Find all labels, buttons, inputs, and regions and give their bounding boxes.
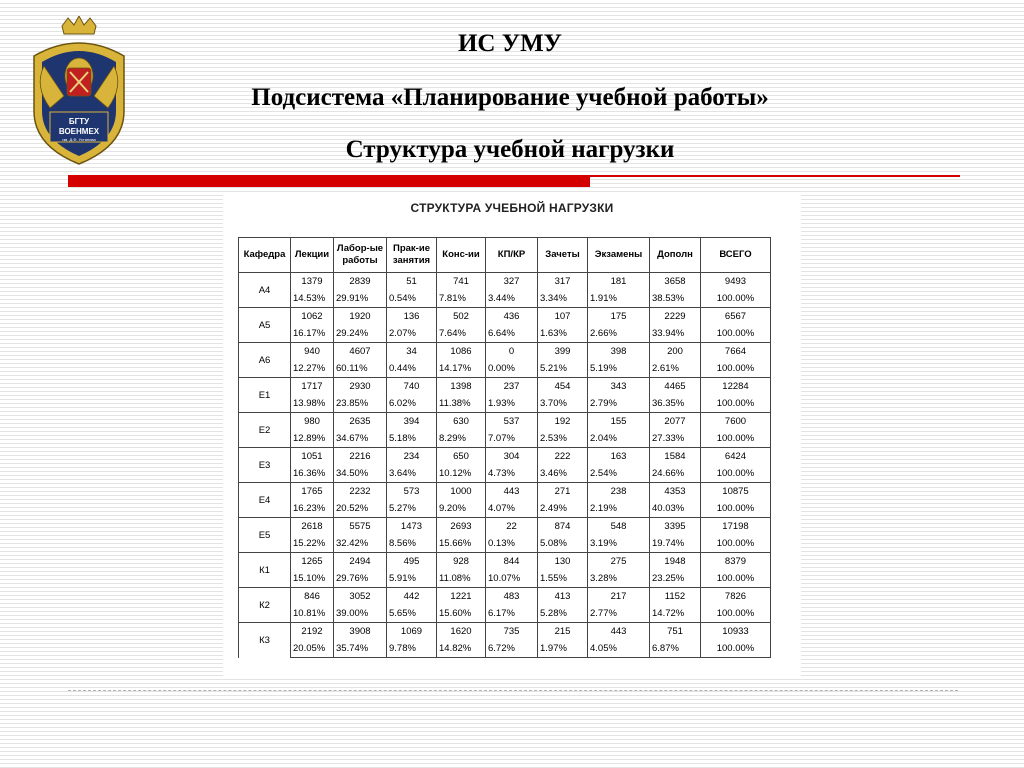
value-cell: 2077	[650, 413, 701, 431]
value-cell: 413	[538, 588, 588, 606]
value-cell: 2930	[334, 378, 387, 396]
value-cell: 34	[387, 343, 437, 361]
percent-cell: 9.78%	[387, 640, 437, 658]
table-row-values	[239, 378, 771, 396]
percent-cell: 29.91%	[334, 290, 387, 308]
value-cell: 107	[538, 308, 588, 326]
value-cell: 740	[387, 378, 437, 396]
percent-cell: 2.19%	[588, 500, 650, 518]
percent-cell: 100.00%	[701, 360, 771, 378]
table-row-percents	[239, 605, 771, 623]
percent-cell: 7.64%	[437, 325, 486, 343]
percent-cell: 10.07%	[486, 570, 538, 588]
percent-cell: 38.53%	[650, 290, 701, 308]
value-cell: 2216	[334, 448, 387, 466]
table-row-values	[239, 343, 771, 361]
value-cell: 4607	[334, 343, 387, 361]
value-cell: 130	[538, 553, 588, 571]
value-cell: 751	[650, 623, 701, 641]
table-row-values	[239, 588, 771, 606]
value-cell: 443	[486, 483, 538, 501]
department-cell: К1	[239, 553, 291, 588]
percent-cell: 8.29%	[437, 430, 486, 448]
column-header: ВСЕГО	[701, 238, 771, 273]
table-row-percents	[239, 290, 771, 308]
value-cell: 3052	[334, 588, 387, 606]
percent-cell: 12.27%	[291, 360, 334, 378]
value-cell: 573	[387, 483, 437, 501]
percent-cell: 100.00%	[701, 325, 771, 343]
percent-cell: 23.25%	[650, 570, 701, 588]
percent-cell: 100.00%	[701, 605, 771, 623]
percent-cell: 36.35%	[650, 395, 701, 413]
value-cell: 1620	[437, 623, 486, 641]
value-cell: 735	[486, 623, 538, 641]
table-row-percents	[239, 570, 771, 588]
percent-cell: 6.72%	[486, 640, 538, 658]
value-cell: 2229	[650, 308, 701, 326]
percent-cell: 12.89%	[291, 430, 334, 448]
value-cell: 454	[538, 378, 588, 396]
percent-cell: 2.04%	[588, 430, 650, 448]
value-cell: 222	[538, 448, 588, 466]
value-cell: 10933	[701, 623, 771, 641]
value-cell: 3908	[334, 623, 387, 641]
value-cell: 7664	[701, 343, 771, 361]
value-cell: 398	[588, 343, 650, 361]
value-cell: 7826	[701, 588, 771, 606]
column-header: Зачеты	[538, 238, 588, 273]
value-cell: 844	[486, 553, 538, 571]
value-cell: 1379	[291, 273, 334, 291]
value-cell: 928	[437, 553, 486, 571]
value-cell: 200	[650, 343, 701, 361]
value-cell: 442	[387, 588, 437, 606]
percent-cell: 6.64%	[486, 325, 538, 343]
value-cell: 327	[486, 273, 538, 291]
load-structure-panel	[223, 193, 801, 676]
value-cell: 436	[486, 308, 538, 326]
column-header: Дополн	[650, 238, 701, 273]
value-cell: 234	[387, 448, 437, 466]
column-header: Лабор-ые работы	[334, 238, 387, 273]
department-cell: А4	[239, 273, 291, 308]
percent-cell: 15.10%	[291, 570, 334, 588]
percent-cell: 0.54%	[387, 290, 437, 308]
value-cell: 1069	[387, 623, 437, 641]
department-cell: К2	[239, 588, 291, 623]
percent-cell: 3.46%	[538, 465, 588, 483]
percent-cell: 2.49%	[538, 500, 588, 518]
value-cell: 1920	[334, 308, 387, 326]
percent-cell: 20.05%	[291, 640, 334, 658]
percent-cell: 2.66%	[588, 325, 650, 343]
value-cell: 1051	[291, 448, 334, 466]
percent-cell: 1.55%	[538, 570, 588, 588]
subsystem-title: Подсистема «Планирование учебной работы»	[251, 84, 769, 111]
percent-cell: 60.11%	[334, 360, 387, 378]
department-cell: А6	[239, 343, 291, 378]
value-cell: 12284	[701, 378, 771, 396]
percent-cell: 6.02%	[387, 395, 437, 413]
university-emblem-logo	[24, 16, 134, 168]
value-cell: 548	[588, 518, 650, 536]
value-cell: 175	[588, 308, 650, 326]
department-cell: А5	[239, 308, 291, 343]
department-cell: Е2	[239, 413, 291, 448]
value-cell: 6567	[701, 308, 771, 326]
percent-cell: 14.82%	[437, 640, 486, 658]
percent-cell: 4.07%	[486, 500, 538, 518]
table-row-percents	[239, 465, 771, 483]
table-row-values	[239, 308, 771, 326]
percent-cell: 14.17%	[437, 360, 486, 378]
percent-cell: 3.34%	[538, 290, 588, 308]
red-accent-bar	[68, 175, 590, 187]
value-cell: 940	[291, 343, 334, 361]
percent-cell: 15.66%	[437, 535, 486, 553]
value-cell: 4353	[650, 483, 701, 501]
percent-cell: 24.66%	[650, 465, 701, 483]
department-cell: К3	[239, 623, 291, 658]
percent-cell: 1.93%	[486, 395, 538, 413]
table-row-percents	[239, 395, 771, 413]
percent-cell: 33.94%	[650, 325, 701, 343]
value-cell: 217	[588, 588, 650, 606]
percent-cell: 0.44%	[387, 360, 437, 378]
column-header: КП/КР	[486, 238, 538, 273]
percent-cell: 11.38%	[437, 395, 486, 413]
percent-cell: 5.27%	[387, 500, 437, 518]
value-cell: 5575	[334, 518, 387, 536]
percent-cell: 4.73%	[486, 465, 538, 483]
value-cell: 9493	[701, 273, 771, 291]
percent-cell: 1.63%	[538, 325, 588, 343]
percent-cell: 1.91%	[588, 290, 650, 308]
value-cell: 8379	[701, 553, 771, 571]
percent-cell: 2.07%	[387, 325, 437, 343]
value-cell: 51	[387, 273, 437, 291]
percent-cell: 5.21%	[538, 360, 588, 378]
value-cell: 741	[437, 273, 486, 291]
percent-cell: 3.28%	[588, 570, 650, 588]
value-cell: 650	[437, 448, 486, 466]
percent-cell: 5.91%	[387, 570, 437, 588]
value-cell: 2232	[334, 483, 387, 501]
value-cell: 1265	[291, 553, 334, 571]
percent-cell: 5.08%	[538, 535, 588, 553]
logo-text-mid: ВОЕНМЕХ	[58, 127, 100, 136]
value-cell: 155	[588, 413, 650, 431]
value-cell: 1398	[437, 378, 486, 396]
percent-cell: 20.52%	[334, 500, 387, 518]
percent-cell: 14.72%	[650, 605, 701, 623]
percent-cell: 13.98%	[291, 395, 334, 413]
value-cell: 2635	[334, 413, 387, 431]
percent-cell: 2.61%	[650, 360, 701, 378]
table-row-percents	[239, 640, 771, 658]
value-cell: 304	[486, 448, 538, 466]
percent-cell: 100.00%	[701, 395, 771, 413]
value-cell: 1948	[650, 553, 701, 571]
value-cell: 4465	[650, 378, 701, 396]
table-row-values	[239, 413, 771, 431]
department-cell: Е3	[239, 448, 291, 483]
percent-cell: 9.20%	[437, 500, 486, 518]
percent-cell: 34.50%	[334, 465, 387, 483]
value-cell: 1152	[650, 588, 701, 606]
value-cell: 630	[437, 413, 486, 431]
percent-cell: 35.74%	[334, 640, 387, 658]
percent-cell: 7.81%	[437, 290, 486, 308]
percent-cell: 0.00%	[486, 360, 538, 378]
percent-cell: 100.00%	[701, 570, 771, 588]
value-cell: 215	[538, 623, 588, 641]
value-cell: 1584	[650, 448, 701, 466]
percent-cell: 6.17%	[486, 605, 538, 623]
value-cell: 846	[291, 588, 334, 606]
value-cell: 271	[538, 483, 588, 501]
value-cell: 6424	[701, 448, 771, 466]
percent-cell: 100.00%	[701, 640, 771, 658]
percent-cell: 34.67%	[334, 430, 387, 448]
table-row-percents	[239, 360, 771, 378]
table-row-percents	[239, 430, 771, 448]
page-title: Структура учебной нагрузки	[345, 136, 675, 163]
table-row-percents	[239, 325, 771, 343]
percent-cell: 100.00%	[701, 465, 771, 483]
value-cell: 10875	[701, 483, 771, 501]
percent-cell: 0.13%	[486, 535, 538, 553]
value-cell: 7600	[701, 413, 771, 431]
value-cell: 317	[538, 273, 588, 291]
value-cell: 1062	[291, 308, 334, 326]
table-row-percents	[239, 535, 771, 553]
value-cell: 2494	[334, 553, 387, 571]
column-header: Конс-ии	[437, 238, 486, 273]
percent-cell: 8.56%	[387, 535, 437, 553]
value-cell: 275	[588, 553, 650, 571]
percent-cell: 40.03%	[650, 500, 701, 518]
table-row-values	[239, 483, 771, 501]
column-header: Кафедра	[239, 238, 291, 273]
value-cell: 237	[486, 378, 538, 396]
percent-cell: 2.77%	[588, 605, 650, 623]
percent-cell: 100.00%	[701, 535, 771, 553]
value-cell: 2839	[334, 273, 387, 291]
department-cell: Е1	[239, 378, 291, 413]
table-title: СТРУКТУРА УЧЕБНОЙ НАГРУЗКИ	[410, 201, 614, 215]
system-title: ИС УМУ	[457, 30, 563, 57]
percent-cell: 6.87%	[650, 640, 701, 658]
percent-cell: 5.65%	[387, 605, 437, 623]
department-cell: Е4	[239, 483, 291, 518]
table-row-values	[239, 623, 771, 641]
value-cell: 3395	[650, 518, 701, 536]
value-cell: 1765	[291, 483, 334, 501]
percent-cell: 3.64%	[387, 465, 437, 483]
table-row-percents	[239, 500, 771, 518]
column-header: Лекции	[291, 238, 334, 273]
value-cell: 502	[437, 308, 486, 326]
value-cell: 3658	[650, 273, 701, 291]
table-row-values	[239, 518, 771, 536]
percent-cell: 7.07%	[486, 430, 538, 448]
percent-cell: 2.79%	[588, 395, 650, 413]
percent-cell: 2.54%	[588, 465, 650, 483]
table-row-values	[239, 448, 771, 466]
percent-cell: 3.70%	[538, 395, 588, 413]
value-cell: 2693	[437, 518, 486, 536]
value-cell: 1717	[291, 378, 334, 396]
value-cell: 537	[486, 413, 538, 431]
percent-cell: 3.44%	[486, 290, 538, 308]
value-cell: 17198	[701, 518, 771, 536]
value-cell: 394	[387, 413, 437, 431]
percent-cell: 29.24%	[334, 325, 387, 343]
percent-cell: 23.85%	[334, 395, 387, 413]
percent-cell: 15.22%	[291, 535, 334, 553]
percent-cell: 15.60%	[437, 605, 486, 623]
value-cell: 163	[588, 448, 650, 466]
value-cell: 1473	[387, 518, 437, 536]
value-cell: 136	[387, 308, 437, 326]
value-cell: 1086	[437, 343, 486, 361]
value-cell: 1000	[437, 483, 486, 501]
value-cell: 399	[538, 343, 588, 361]
table-row-values	[239, 553, 771, 571]
percent-cell: 16.36%	[291, 465, 334, 483]
value-cell: 483	[486, 588, 538, 606]
value-cell: 181	[588, 273, 650, 291]
department-cell: Е5	[239, 518, 291, 553]
percent-cell: 4.05%	[588, 640, 650, 658]
percent-cell: 29.76%	[334, 570, 387, 588]
percent-cell: 19.74%	[650, 535, 701, 553]
table-header-row	[239, 238, 771, 273]
percent-cell: 3.19%	[588, 535, 650, 553]
value-cell: 238	[588, 483, 650, 501]
percent-cell: 100.00%	[701, 500, 771, 518]
load-structure-table	[238, 237, 771, 658]
value-cell: 2618	[291, 518, 334, 536]
percent-cell: 10.81%	[291, 605, 334, 623]
value-cell: 495	[387, 553, 437, 571]
value-cell: 874	[538, 518, 588, 536]
footer-divider	[68, 690, 958, 692]
percent-cell: 5.28%	[538, 605, 588, 623]
percent-cell: 16.17%	[291, 325, 334, 343]
percent-cell: 27.33%	[650, 430, 701, 448]
logo-text-top: БГТУ	[68, 117, 90, 126]
percent-cell: 16.23%	[291, 500, 334, 518]
percent-cell: 32.42%	[334, 535, 387, 553]
value-cell: 443	[588, 623, 650, 641]
percent-cell: 14.53%	[291, 290, 334, 308]
table-body	[239, 273, 771, 658]
percent-cell: 5.19%	[588, 360, 650, 378]
value-cell: 2192	[291, 623, 334, 641]
red-accent-line	[590, 175, 960, 177]
percent-cell: 100.00%	[701, 290, 771, 308]
value-cell: 192	[538, 413, 588, 431]
percent-cell: 1.97%	[538, 640, 588, 658]
percent-cell: 2.53%	[538, 430, 588, 448]
percent-cell: 100.00%	[701, 430, 771, 448]
percent-cell: 39.00%	[334, 605, 387, 623]
value-cell: 343	[588, 378, 650, 396]
value-cell: 0	[486, 343, 538, 361]
percent-cell: 10.12%	[437, 465, 486, 483]
percent-cell: 5.18%	[387, 430, 437, 448]
value-cell: 22	[486, 518, 538, 536]
column-header: Прак-ие занятия	[387, 238, 437, 273]
table-row-values	[239, 273, 771, 291]
logo-text-small: им. Д.Ф. Устинова	[62, 137, 96, 142]
column-header: Экзамены	[588, 238, 650, 273]
percent-cell: 11.08%	[437, 570, 486, 588]
value-cell: 1221	[437, 588, 486, 606]
value-cell: 980	[291, 413, 334, 431]
